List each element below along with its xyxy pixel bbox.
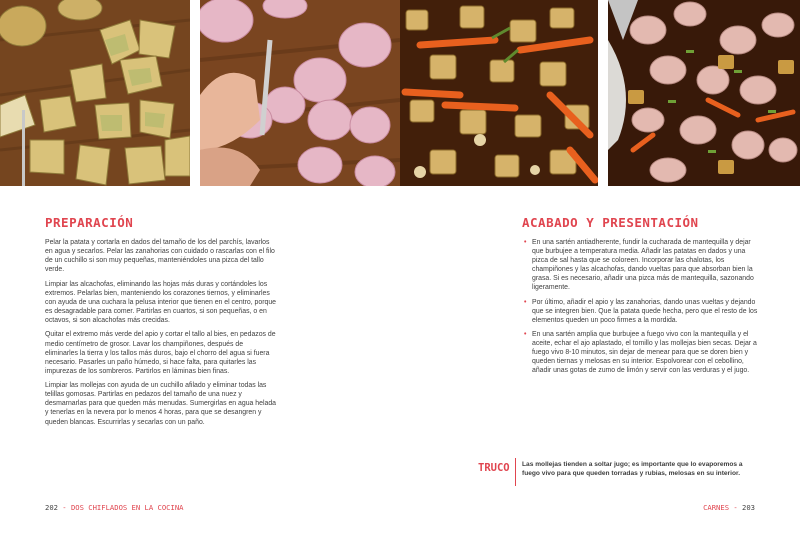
vegetables-pan-photo — [400, 0, 598, 186]
trick-box — [478, 458, 768, 488]
preparation-paragraph: Quitar el extremo más verde del apio y cortar el tallo al bies, en pedazos de medio centímetro de grosor. Lavar los champiñones, después de eliminarles la tierra y los tallos más duros, bajo el chorro del agua si fuera necesario. Pasarles un paño húmedo, si hace falta, para quitarles las impurezas de los sombreros. Partirlos en láminas bien finas. — [45, 331, 276, 375]
left-page — [0, 186, 400, 534]
artichoke-pieces-photo — [0, 0, 190, 186]
list-item — [524, 238, 760, 293]
right-page — [400, 186, 800, 534]
finishing-steps-list — [524, 238, 760, 380]
section-title: CARNES — [703, 503, 730, 512]
bullet-icon: • — [524, 298, 527, 306]
bullet-icon: • — [524, 239, 527, 246]
preparation-paragraph: Limpiar las alcachofas, eliminando las hojas más duras y cortándoles los extremos. Pelarlas bien, manteniendo los corazones tiernos, y eliminarles con ayuda de una cuchara la pelusa interior que tienen en el centro, porque es desagradable para comer. Partirlas en cuartos, si son pequeñas, o en octavos, si son alcachofas más crecidas. — [45, 280, 276, 325]
left-folio — [45, 503, 183, 512]
list-item — [524, 298, 760, 325]
sweetbreads-cutting-photo — [200, 0, 400, 186]
book-title: DOS CHIFLADOS EN LA COCINA — [70, 503, 184, 512]
step-text: En una sartén amplia que burbujee a fuego vivo con la mantequilla y el aceite, echar el ajo aplastado, el tomillo y las mollejas bien secas. Dejar a fuego vivo 8-10 minutos, sin dejar de menear para que se doren bien y queden tiernas y melosas en su interior. Espolvorear con el cebollino, añadir unas gotas de zumo de limón y servir con las verduras y el jugo. — [532, 330, 757, 375]
bullet-icon: • — [524, 330, 527, 338]
step-text: Por último, añadir el apio y las zanahorias, dando unas vueltas y dejando que se integren bien. Que la patata quede hecha, pero que el resto de los elementos queden un poco firmes a la mordida. — [532, 298, 758, 324]
preparation-heading: PREPARACIÓN — [45, 215, 134, 230]
finishing-heading: ACABADO Y PRESENTACIÓN — [522, 215, 699, 230]
folio-separator: - — [729, 503, 743, 512]
step-text: En una sartén antiadherente, fundir la cucharada de mantequilla y dejar que burbujee a temperatura media. Añadir las patatas en dados y una pizca de sal hasta que se coloreen. Incorporar las chalotas, los champiñones y las alcachofas, dando vueltas para que absorban bien la grasa. Si es necesario, añadir una pizca más de mantequilla, sazonando ligeramente. — [532, 239, 754, 292]
list-item — [524, 330, 760, 375]
photo-strip — [0, 0, 800, 186]
trick-label: TRUCO — [478, 462, 510, 474]
finished-dish-photo — [608, 0, 800, 186]
page-number: 203 — [742, 503, 755, 512]
trick-text: Las mollejas tienden a soltar jugo; es importante que lo evaporemos a fuego vivo para que queden torradas y rubias, melosas en su interior. — [522, 461, 743, 478]
right-folio — [703, 503, 755, 512]
preparation-paragraph: Limpiar las mollejas con ayuda de un cuchillo afilado y eliminar todas las telillas gomosas. Partirlas en pedazos del tamaño de una nuez y desmarnarlas para que queden más menudas. Sumergirlas en agua helada y tenerlas en la nevera por lo menos 4 horas, para que se desangren y queden blancas. Escurrirlas y secarlas con un paño. — [45, 382, 276, 426]
preparation-text — [45, 238, 277, 432]
trick-divider — [515, 458, 516, 486]
folio-separator: - — [57, 503, 71, 512]
page-number: 202 — [45, 503, 58, 512]
preparation-paragraph: Pelar la patata y cortarla en dados del tamaño de los del parchís, lavarlos en agua y secarlos. Pelar las zanahorias con cuidado o rascarlas con el filo de un cuchillo si son muy pequeñas, manteniéndoles una pizca del tallo verde. — [45, 239, 275, 274]
